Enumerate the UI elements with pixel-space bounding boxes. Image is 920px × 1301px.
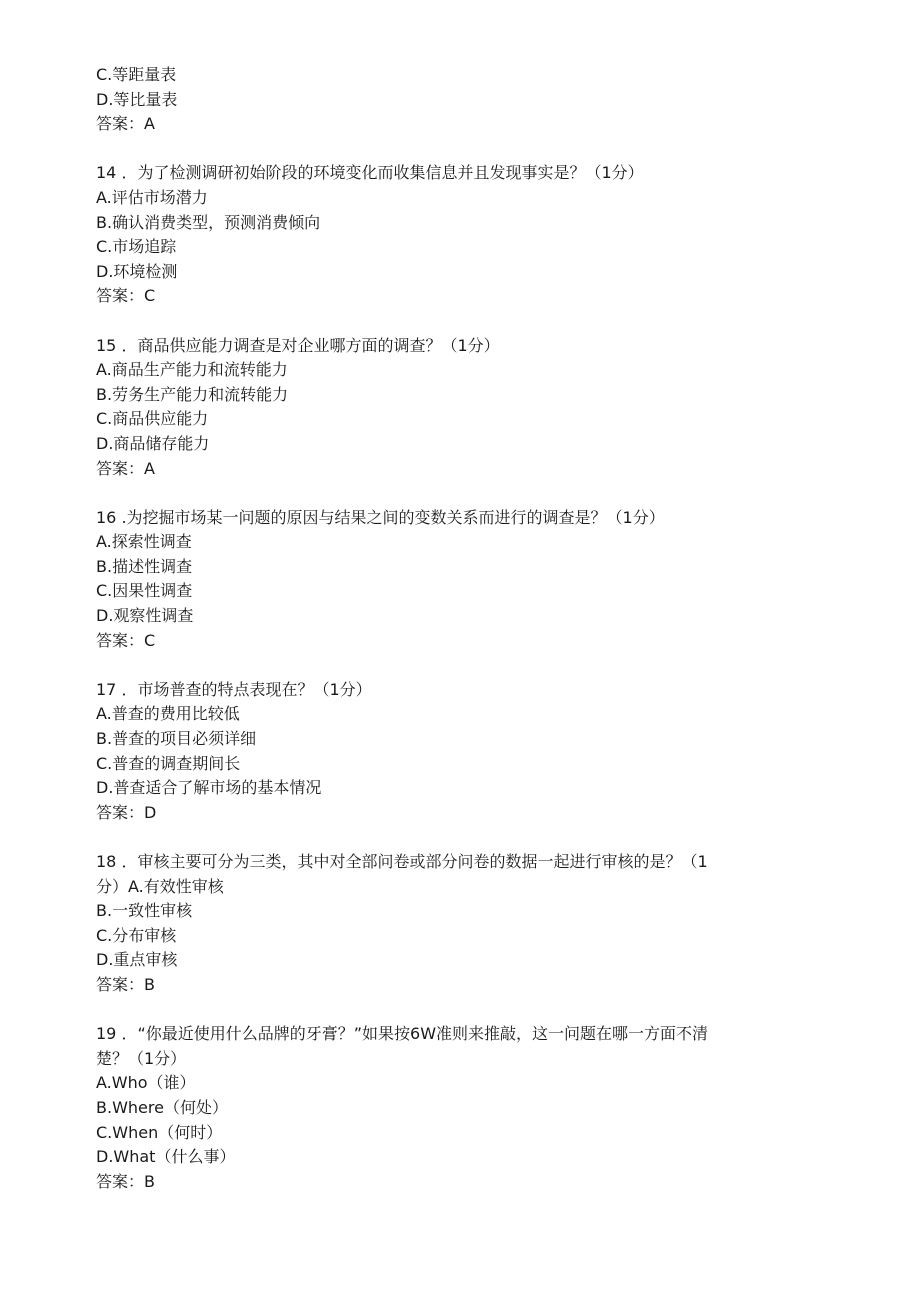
question-stem: 17 ．市场普查的特点表现在？（1分） (96, 679, 372, 699)
option-b: B.描述性调查 (96, 556, 193, 576)
answer: 答案：B (96, 1171, 155, 1191)
answer: 答案：A (96, 458, 155, 478)
question-17 (96, 678, 826, 826)
answer: 答案：B (96, 974, 155, 994)
answer: 答案：C (96, 630, 156, 650)
option-d: D.重点审核 (96, 950, 178, 970)
answer: 答案：C (96, 286, 156, 306)
question-16 (96, 506, 826, 654)
option-d: D.环境检测 (96, 261, 178, 281)
question-stem-line-1: 18 ．审核主要可分为三类，其中对全部问卷或部分问卷的数据一起进行审核的是？（1 (96, 852, 708, 871)
option-b: B.普查的项目必须详细 (96, 729, 257, 749)
question-13-tail (96, 63, 826, 137)
option-c: C.等距量表 (96, 65, 177, 84)
question-stem: 14 ．为了检测调研初始阶段的环境变化而收集信息并且发现事实是？（1分） (96, 163, 644, 183)
question-stem-line-1: 19 ．“你最近使用什么品牌的牙膏？”如果按6W准则来推敲，这一问题在哪一方面不清 (96, 1024, 709, 1044)
option-a: A.探索性调查 (96, 532, 192, 552)
option-c: C.因果性调查 (96, 581, 193, 601)
question-15 (96, 334, 826, 482)
question-14 (96, 161, 826, 309)
question-stem-line-2: 楚？（1分） (96, 1048, 187, 1068)
option-c: C.When（何时） (96, 1122, 223, 1142)
option-c: C.普查的调查期间长 (96, 753, 241, 773)
option-d: D.观察性调查 (96, 606, 194, 626)
question-18 (96, 850, 826, 998)
answer: 答案：A (96, 114, 155, 134)
option-d: D.等比量表 (96, 89, 178, 109)
option-d: D.普查适合了解市场的基本情况 (96, 778, 322, 798)
option-d: D.商品储存能力 (96, 433, 210, 453)
option-a: A.评估市场潜力 (96, 187, 208, 207)
option-a: A.Who（谁） (96, 1073, 196, 1093)
question-19 (96, 1022, 826, 1194)
option-b: B.劳务生产能力和流转能力 (96, 384, 289, 404)
option-a: A.普查的费用比较低 (96, 704, 240, 724)
exam-document (96, 63, 826, 1194)
option-a: A.商品生产能力和流转能力 (96, 360, 288, 380)
option-c: C.商品供应能力 (96, 409, 209, 429)
option-d: D.What（什么事） (96, 1147, 236, 1167)
option-c: C.分布审核 (96, 925, 177, 945)
option-b: B.Where（何处） (96, 1097, 228, 1117)
answer: 答案：D (96, 802, 157, 822)
option-b: B.一致性审核 (96, 901, 193, 921)
question-stem-line-2: 分）A.有效性审核 (96, 876, 224, 896)
question-stem: 16 .为挖掘市场某一问题的原因与结果之间的变数关系而进行的调查是？（1分） (96, 507, 665, 527)
option-c: C.市场追踪 (96, 237, 177, 257)
option-b: B.确认消费类型，预测消费倾向 (96, 212, 321, 232)
question-stem: 15 ．商品供应能力调查是对企业哪方面的调查？（1分） (96, 335, 500, 355)
